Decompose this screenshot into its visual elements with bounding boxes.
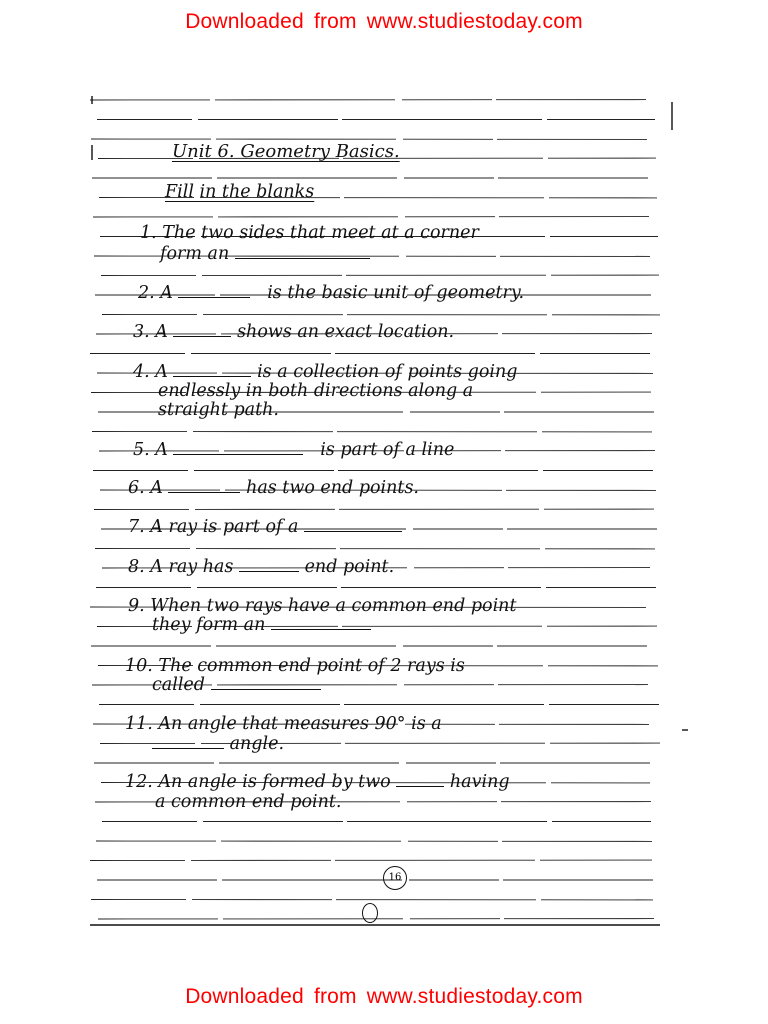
question-4-line-1 <box>133 362 517 382</box>
banner-top-url[interactable]: www.studiestoday.com <box>366 10 583 33</box>
question-12-blank <box>396 773 444 787</box>
question-5-blank <box>173 441 303 455</box>
question-12-line-2: a common end point. <box>155 792 342 812</box>
banner-bottom-word2: from <box>313 985 357 1008</box>
question-3 <box>133 322 454 342</box>
question-4-suffix: is a collection of points going <box>257 362 518 382</box>
question-7 <box>128 517 402 537</box>
question-2-prefix: 2. A <box>138 283 173 303</box>
question-3-blank <box>173 323 231 337</box>
question-6 <box>128 478 419 498</box>
question-12-suffix: having <box>449 772 510 792</box>
worksheet-subtitle: Fill in the blanks <box>165 182 315 202</box>
question-10-text: called <box>152 675 205 695</box>
banner-bottom-url[interactable]: www.studiestoday.com <box>366 985 583 1008</box>
question-10-blank <box>211 676 321 690</box>
question-7-text: 7. A ray is part of a <box>128 517 299 537</box>
question-11-text: angle. <box>229 734 285 754</box>
question-8-prefix: 8. A ray has <box>128 557 234 577</box>
question-12-line-1 <box>125 772 510 792</box>
question-5-suffix: is part of a line <box>320 440 455 460</box>
question-9-line-2 <box>152 615 371 635</box>
question-10-line-1: 10. The common end point of 2 rays is <box>125 656 465 676</box>
question-12-prefix: 12. An angle is formed by two <box>125 772 391 792</box>
question-2-suffix: is the basic unit of geometry. <box>267 283 525 303</box>
question-6-prefix: 6. A <box>128 478 163 498</box>
question-8 <box>128 557 394 577</box>
question-4-prefix: 4. A <box>133 362 168 382</box>
question-8-blank <box>239 558 299 572</box>
banner-top-word2: from <box>313 10 357 33</box>
question-6-blank <box>168 479 240 493</box>
question-1-line-2 <box>160 244 370 264</box>
question-2-blank <box>178 284 250 298</box>
question-10-line-2 <box>152 675 321 695</box>
banner-bottom-word1: Downloaded <box>185 985 304 1008</box>
question-1-blank <box>235 245 370 259</box>
question-1-text: form an <box>160 244 230 264</box>
question-4-blank <box>173 363 251 377</box>
question-9-blank <box>271 616 371 630</box>
question-6-suffix: has two end points. <box>246 478 419 498</box>
question-2 <box>138 283 524 303</box>
question-7-blank <box>304 518 402 532</box>
question-9-line-1: 9. When two rays have a common end point <box>128 596 517 616</box>
banner-top-word1: Downloaded <box>185 10 304 33</box>
worksheet-title: Unit 6. Geometry Basics. <box>172 141 400 162</box>
question-11-blank <box>152 735 224 749</box>
question-3-suffix: shows an exact location. <box>237 322 455 342</box>
question-11-line-1: 11. An angle that measures 90° is a <box>125 714 442 734</box>
question-11-line-2 <box>152 734 284 754</box>
question-1-line-1: 1. The two sides that meet at a corner <box>140 223 479 243</box>
page-number: 16 <box>383 866 407 890</box>
download-banner-bottom <box>0 985 768 1009</box>
question-9-text: they form an <box>152 615 266 635</box>
question-4-line-2: endlessly in both directions along a <box>158 381 474 401</box>
question-3-prefix: 3. A <box>133 322 168 342</box>
question-5 <box>133 440 454 460</box>
question-4-line-3: straight path. <box>158 400 279 420</box>
hand-drawn-circle <box>362 903 378 923</box>
question-8-suffix: end point. <box>304 557 395 577</box>
question-5-prefix: 5. A <box>133 440 168 460</box>
